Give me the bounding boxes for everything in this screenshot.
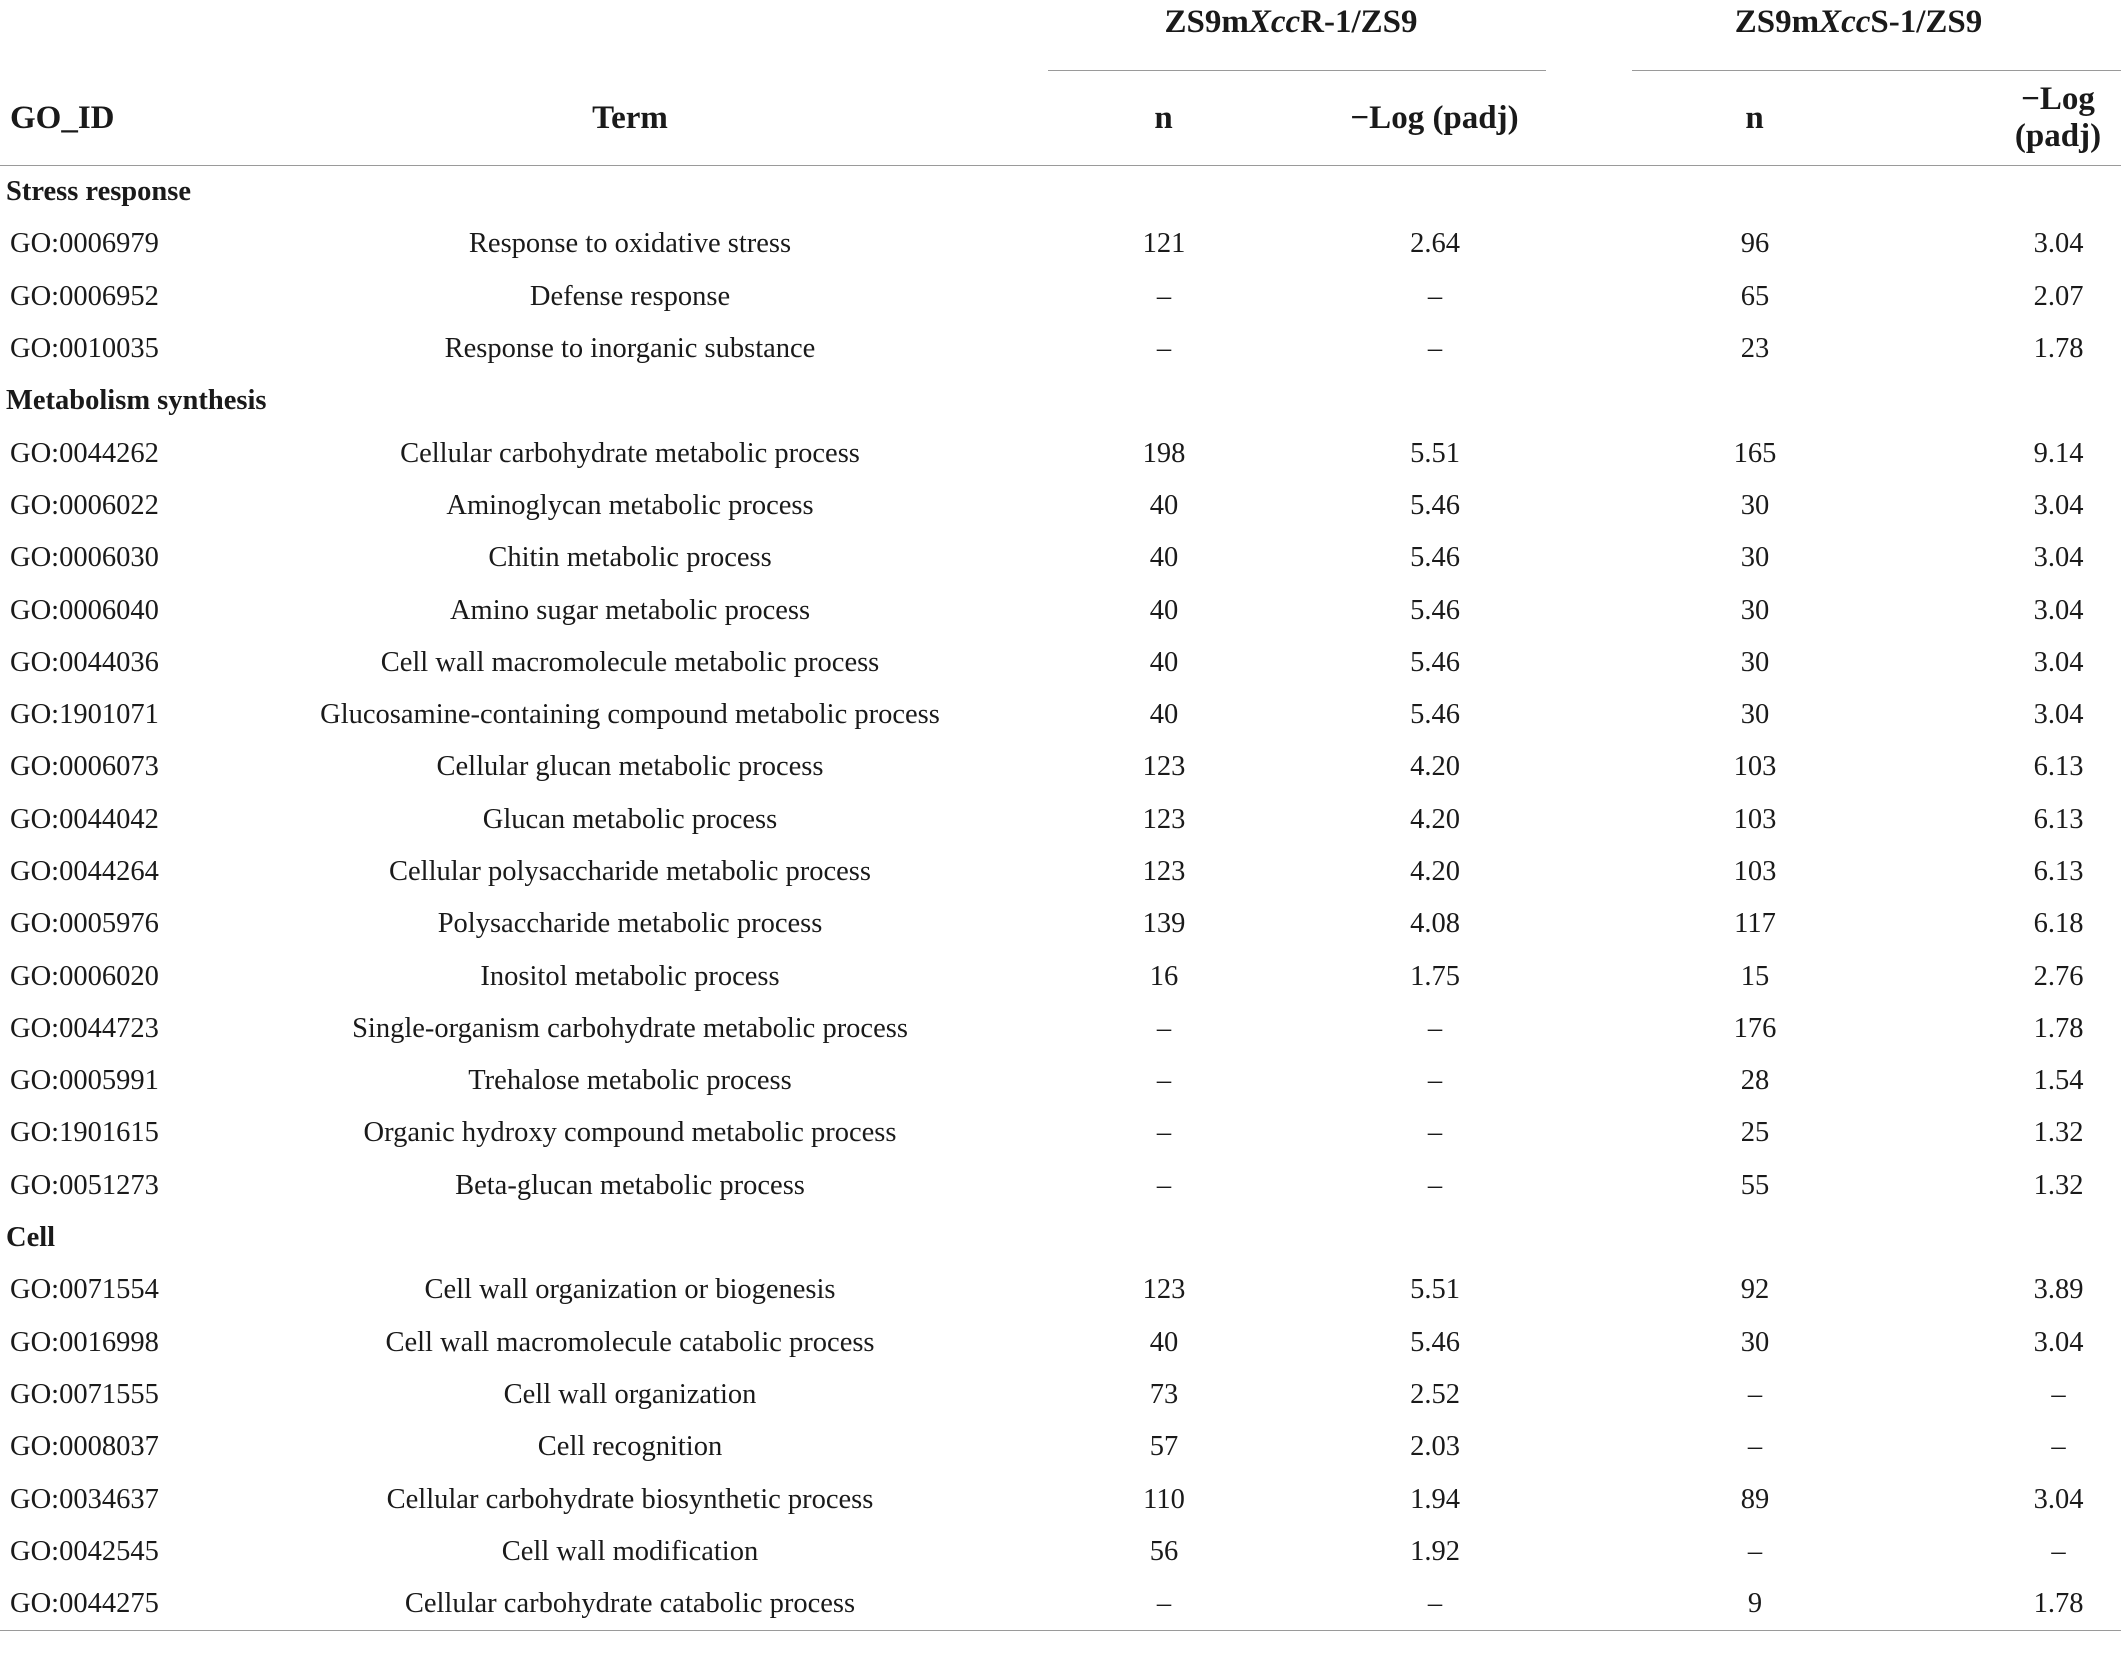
s-n-cell: 30	[1740, 542, 1770, 574]
col-header-s-n: n	[1560, 71, 1860, 166]
col-header-r-log: −Log (padj)	[1270, 71, 1560, 166]
r-log-cell: 1.92	[1410, 1535, 1460, 1567]
s-log-cell: 3.04	[2033, 542, 2084, 574]
table-row	[0, 1526, 2121, 1578]
table-row	[0, 846, 2121, 898]
term-cell: Cell wall organization or biogenesis	[424, 1274, 836, 1306]
section-header-row	[0, 166, 2121, 219]
r-n-cell: 73	[1149, 1378, 1179, 1410]
table-row	[0, 1369, 2121, 1421]
r-n-cell: 40	[1149, 489, 1179, 521]
s-n-cell: –	[1747, 1431, 1763, 1463]
r-log-cell: 5.46	[1410, 699, 1460, 731]
r-log-cell: –	[1427, 1169, 1443, 1201]
table-row	[0, 950, 2121, 1002]
go-id-cell: GO:0016998	[10, 1326, 159, 1358]
group-header-r	[970, 0, 1560, 71]
empty-header-cell	[0, 0, 290, 71]
r-n-cell: 110	[1143, 1483, 1185, 1515]
term-cell: Cellular carbohydrate catabolic process	[290, 1578, 970, 1631]
go-id-cell: GO:0010035	[10, 333, 159, 365]
table-row	[0, 637, 2121, 689]
s-log-cell: –	[2051, 1535, 2066, 1567]
go-id-cell: GO:0044264	[10, 856, 159, 887]
table-row	[0, 323, 2121, 375]
s-log-cell: 3.04	[2033, 1483, 2084, 1515]
table-header	[0, 0, 2121, 166]
r-n-cell: 123	[1142, 751, 1186, 783]
go-id-cell: GO:0005976	[10, 908, 159, 940]
term-cell: Glucosamine-containing compound metabolic process	[320, 699, 940, 731]
col-header-term: Term	[290, 71, 970, 166]
r-log-cell: 5.46	[1410, 542, 1460, 574]
r-log-cell: 5.51	[1410, 437, 1460, 469]
s-n-cell: 103	[1733, 803, 1777, 835]
s-n-cell: 25	[1740, 1117, 1770, 1149]
s-n-cell: 103	[1733, 856, 1777, 887]
term-cell: Aminoglycan metabolic process	[446, 489, 814, 521]
table-row	[0, 689, 2121, 741]
r-log-cell: 4.08	[1410, 908, 1460, 940]
r-log-cell: 2.03	[1410, 1431, 1460, 1463]
go-id-cell: GO:0006030	[10, 542, 159, 574]
s-n-cell: 30	[1740, 646, 1770, 678]
empty-header-cell	[290, 0, 970, 71]
s-log-cell: 3.04	[2033, 699, 2084, 731]
go-id-cell: GO:0006073	[10, 751, 159, 783]
term-cell: Cellular glucan metabolic process	[436, 751, 824, 783]
r-n-cell: 40	[1149, 646, 1179, 678]
r-n-cell: 56	[1149, 1535, 1179, 1567]
r-n-cell: –	[970, 1578, 1270, 1631]
term-cell: Single-organism carbohydrate metabolic process	[352, 1012, 908, 1044]
r-n-cell: 123	[1142, 856, 1186, 887]
s-log-cell: 1.78	[1860, 1578, 2121, 1631]
group-r-underline	[1048, 70, 1546, 71]
r-log-cell: 4.20	[1410, 803, 1460, 835]
term-cell: Glucan metabolic process	[482, 803, 778, 835]
r-n-cell: –	[1156, 1169, 1172, 1201]
term-cell: Response to oxidative stress	[468, 228, 792, 260]
r-n-cell: 40	[1149, 699, 1179, 731]
term-cell: Polysaccharide metabolic process	[437, 908, 823, 940]
term-cell: Response to inorganic substance	[444, 333, 816, 365]
s-log-cell: 3.04	[2033, 646, 2084, 678]
s-n-cell: 96	[1740, 228, 1770, 260]
r-log-cell: –	[1427, 1117, 1443, 1149]
r-log-cell: 5.46	[1410, 646, 1460, 678]
s-log-cell: 6.13	[2033, 803, 2084, 835]
r-log-cell: –	[1427, 1012, 1443, 1044]
term-cell: Cell wall organization	[503, 1378, 757, 1410]
go-id-cell: GO:0006952	[10, 280, 159, 312]
group-header-s	[1560, 0, 2121, 71]
group-s-underline	[1632, 70, 2121, 71]
table-row	[0, 1003, 2121, 1055]
table-row	[0, 427, 2121, 479]
table-row	[0, 532, 2121, 584]
r-log-cell: 5.46	[1410, 1326, 1460, 1358]
table-row	[0, 218, 2121, 270]
r-log-cell: 5.46	[1410, 594, 1460, 626]
section-header-row	[0, 375, 2121, 427]
r-log-cell: 2.64	[1410, 228, 1460, 260]
s-n-cell: 23	[1740, 333, 1770, 365]
r-n-cell: 123	[1142, 803, 1186, 835]
r-n-cell: –	[1156, 1065, 1172, 1097]
col-header-go-id: GO_ID	[0, 71, 290, 166]
r-log-cell: 5.51	[1410, 1274, 1460, 1306]
term-cell: Beta-glucan metabolic process	[455, 1169, 805, 1201]
r-n-cell: 16	[1149, 960, 1179, 992]
r-log-cell: –	[1427, 1065, 1443, 1097]
term-cell: Cell recognition	[537, 1431, 723, 1463]
go-id-cell: GO:0071554	[10, 1274, 159, 1306]
term-cell: Cell wall macromolecule metabolic process	[380, 646, 880, 678]
r-n-cell: 139	[1142, 908, 1186, 940]
go-id-cell: GO:0042545	[10, 1535, 159, 1567]
table-row	[0, 1264, 2121, 1316]
table-row	[0, 741, 2121, 793]
s-n-cell: 30	[1740, 699, 1770, 731]
s-n-cell: 28	[1740, 1065, 1770, 1097]
go-id-cell: GO:0006040	[10, 594, 159, 626]
r-log-cell: 1.75	[1410, 960, 1460, 992]
s-n-cell: –	[1747, 1535, 1763, 1567]
s-log-cell: 6.18	[2033, 908, 2084, 940]
s-n-cell: 55	[1740, 1169, 1770, 1201]
go-id-cell: GO:0044042	[10, 803, 159, 835]
table-row	[0, 1107, 2121, 1159]
s-log-cell: 6.13	[2033, 751, 2084, 783]
s-log-cell: 1.54	[2033, 1065, 2084, 1097]
go-id-cell: GO:0005991	[10, 1065, 159, 1097]
s-log-cell: 6.13	[2033, 856, 2084, 887]
section-title: Stress response	[6, 176, 191, 208]
term-cell: Amino sugar metabolic process	[449, 594, 811, 626]
table-row	[0, 480, 2121, 532]
table-row	[0, 271, 2121, 323]
group-header-r-label: ZS9mXccR-1/ZS9	[1164, 4, 1418, 40]
s-log-cell: 3.89	[2033, 1274, 2084, 1306]
table-body	[0, 166, 2121, 1631]
go-id-cell: GO:0008037	[10, 1431, 159, 1463]
table-row	[0, 1317, 2121, 1369]
r-n-cell: –	[1156, 280, 1172, 312]
group-header-s-label: ZS9mXccS-1/ZS9	[1734, 4, 1983, 40]
s-log-cell: 1.32	[2033, 1117, 2084, 1149]
r-n-cell: 123	[1142, 1274, 1186, 1306]
r-n-cell: 40	[1149, 542, 1179, 574]
s-log-cell: 1.78	[2033, 333, 2084, 365]
table-row	[0, 898, 2121, 950]
s-log-cell: –	[2051, 1378, 2066, 1410]
s-n-cell: 92	[1740, 1274, 1770, 1306]
table-row	[0, 1160, 2121, 1212]
r-n-cell: 40	[1149, 1326, 1179, 1358]
go-id-cell: GO:0071555	[10, 1378, 159, 1410]
s-log-cell: 3.04	[2033, 1326, 2084, 1358]
s-n-cell: 15	[1740, 960, 1770, 992]
r-log-cell: 4.20	[1410, 856, 1460, 887]
go-id-cell: GO:0044262	[10, 437, 159, 469]
go-id-cell: GO:1901071	[10, 699, 159, 731]
r-log-cell: 2.52	[1410, 1378, 1460, 1410]
r-n-cell: 198	[1142, 437, 1186, 469]
table-row	[0, 1473, 2121, 1525]
term-cell: Cellular carbohydrate metabolic process	[400, 437, 860, 469]
r-n-cell: 40	[1149, 594, 1179, 626]
s-n-cell: 9	[1560, 1578, 1860, 1631]
column-header-row	[0, 71, 2121, 166]
go-id-cell: GO:0051273	[10, 1169, 159, 1201]
r-n-cell: 57	[1149, 1431, 1179, 1463]
term-cell: Cellular carbohydrate biosynthetic process	[386, 1483, 874, 1515]
r-log-cell: –	[1270, 1578, 1560, 1631]
term-cell: Trehalose metabolic process	[468, 1065, 792, 1097]
section-header-row	[0, 1212, 2121, 1264]
s-n-cell: 89	[1740, 1483, 1770, 1515]
term-cell: Inositol metabolic process	[480, 960, 780, 992]
col-header-s-log: −Log (padj)	[1860, 71, 2121, 166]
r-log-cell: 5.46	[1410, 489, 1460, 521]
r-log-cell: 1.94	[1410, 1483, 1460, 1515]
r-n-cell: –	[1156, 333, 1172, 365]
term-cell: Chitin metabolic process	[488, 542, 772, 574]
term-cell: Cell wall macromolecule catabolic process	[385, 1326, 875, 1358]
r-n-cell: 121	[1142, 228, 1186, 260]
s-log-cell: –	[2051, 1431, 2066, 1463]
table-row	[0, 1421, 2121, 1473]
s-n-cell: 176	[1733, 1012, 1777, 1044]
go-id-cell: GO:0044723	[10, 1012, 159, 1044]
go-id-cell: GO:1901615	[10, 1117, 159, 1149]
col-header-r-n: n	[970, 71, 1270, 166]
r-log-cell: –	[1427, 280, 1443, 312]
r-n-cell: –	[1156, 1012, 1172, 1044]
s-n-cell: 65	[1740, 280, 1770, 312]
s-log-cell: 2.76	[2033, 960, 2084, 992]
go-id-cell: GO:0044036	[10, 646, 159, 678]
s-log-cell: 2.07	[2033, 280, 2084, 312]
s-n-cell: 165	[1733, 437, 1777, 469]
r-log-cell: –	[1427, 333, 1443, 365]
section-title: Cell	[6, 1222, 56, 1254]
term-cell: Organic hydroxy compound metabolic process	[363, 1117, 897, 1149]
table-row	[0, 1578, 2121, 1631]
table-row	[0, 1055, 2121, 1107]
group-header-row	[0, 0, 2121, 71]
go-id-cell: GO:0006979	[10, 228, 159, 260]
s-log-cell: 3.04	[2033, 594, 2084, 626]
term-cell: Cellular polysaccharide metabolic process	[389, 856, 871, 887]
r-log-cell: 4.20	[1410, 751, 1460, 783]
s-n-cell: 30	[1740, 1326, 1770, 1358]
s-log-cell: 1.78	[2033, 1012, 2084, 1044]
s-n-cell: 30	[1740, 489, 1770, 521]
s-log-cell: 3.04	[2033, 228, 2084, 260]
section-title: Metabolism synthesis	[6, 385, 267, 417]
go-id-cell: GO:0006022	[10, 489, 159, 521]
r-n-cell: –	[1156, 1117, 1172, 1149]
s-n-cell: 30	[1740, 594, 1770, 626]
table-row	[0, 584, 2121, 636]
go-id-cell: GO:0034637	[10, 1483, 159, 1515]
s-log-cell: 1.32	[2033, 1169, 2084, 1201]
s-n-cell: 117	[1734, 908, 1776, 940]
go-id-cell: GO:0006020	[10, 960, 159, 992]
table-row	[0, 794, 2121, 846]
s-n-cell: 103	[1733, 751, 1777, 783]
go-id-cell: GO:0044275	[0, 1578, 290, 1631]
s-log-cell: 3.04	[2033, 489, 2084, 521]
s-log-cell: 9.14	[2033, 437, 2084, 469]
term-cell: Defense response	[529, 280, 731, 312]
term-cell: Cell wall modification	[501, 1535, 759, 1567]
s-n-cell: –	[1747, 1378, 1763, 1410]
